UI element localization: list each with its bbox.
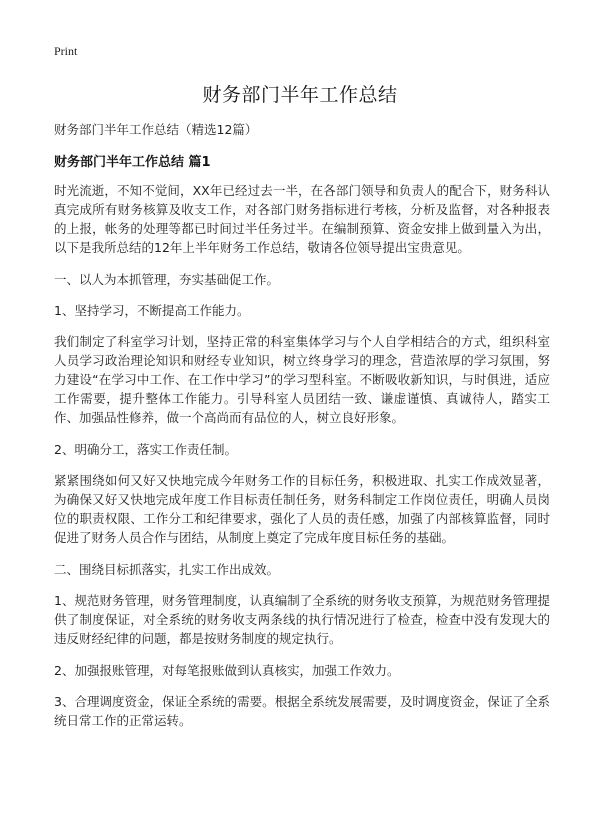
paragraph-study: 我们制定了科室学习计划，坚持正常的科室集体学习与个人自学相结合的方式，组织科室人员学习政治理论知识和财经专业知识，树立终身学习的理念，营造浓厚的学习氛围，努力建设“在学习中工作、在工作中学习”的学习型科室。不断吸收新知识，与时俱进，适应工作需要，提升整体工作能力。引导科室人员团结一致、谦虚谨慎、真诚待人，踏实工作、加强品性修养，做一个高尚而有品位的人，树立良好形象。 xyxy=(54,334,550,425)
paragraph-responsibility: 紧紧围绕如何又好又快地完成今年财务工作的目标任务，积极进取、扎实工作成效显著，为确保又好又快地完成年度工作目标责任制任务，财务科制定工作岗位责任，明确人员岗位的职责权限、工作分工和纪律要求，强化了人员的责任感，加强了内部核算监督，同时促进了财务人员合作与团结，从制度上奠定了完成年度目标任务的基础。 xyxy=(54,473,550,545)
paragraph-funds: 3、合理调度资金，保证全系统的需要。根据全系统发展需要，及时调度资金，保证了全系统日常工作的正常运转。 xyxy=(54,694,550,728)
paragraph-subheading-1-1: 1、坚持学习，不断提高工作能力。 xyxy=(54,303,250,318)
paragraph-finance-management: 1、规范财务管理，财务管理制度，认真编制了全系统的财务收支预算，为规范财务管理提供了制度保证，对全系统的财务收支两条线的执行情况进行了检查，检查中没有发现大的违反财经纪律的问题，都是按财务制度的规定执行。 xyxy=(54,593,550,646)
document-body xyxy=(54,181,550,743)
paragraph-heading-2: 二、围绕目标抓落实，扎实工作出成效。 xyxy=(54,562,280,577)
print-link[interactable]: Print xyxy=(54,44,78,58)
section-heading: 财务部门半年工作总结 篇1 xyxy=(54,155,211,170)
paragraph-reimbursement: 2、加强报账管理，对每笔报账做到认真核实，加强工作效力。 xyxy=(54,663,400,678)
page-title: 财务部门半年工作总结 xyxy=(202,84,398,106)
paragraph-intro: 时光流逝，不知不觉间，XX年已经过去一半，在各部门领导和负责人的配合下，财务科认真完成所有财务核算及收支工作，对各部门财务指标进行考核，分析及监督，对各种报表的上报，帐务的处理等都已时间过半任务过半。在编制预算、资金安排上做到量入为出，以下是我所总结的12年上半年财务工作总结，敬请各位领导提出宝贵意见。 xyxy=(54,183,550,255)
document-subtitle: 财务部门半年工作总结（精选12篇） xyxy=(54,122,258,137)
paragraph-subheading-1-2: 2、明确分工，落实工作责任制。 xyxy=(54,442,237,457)
paragraph-heading-1: 一、以人为本抓管理，夯实基础促工作。 xyxy=(54,272,280,287)
